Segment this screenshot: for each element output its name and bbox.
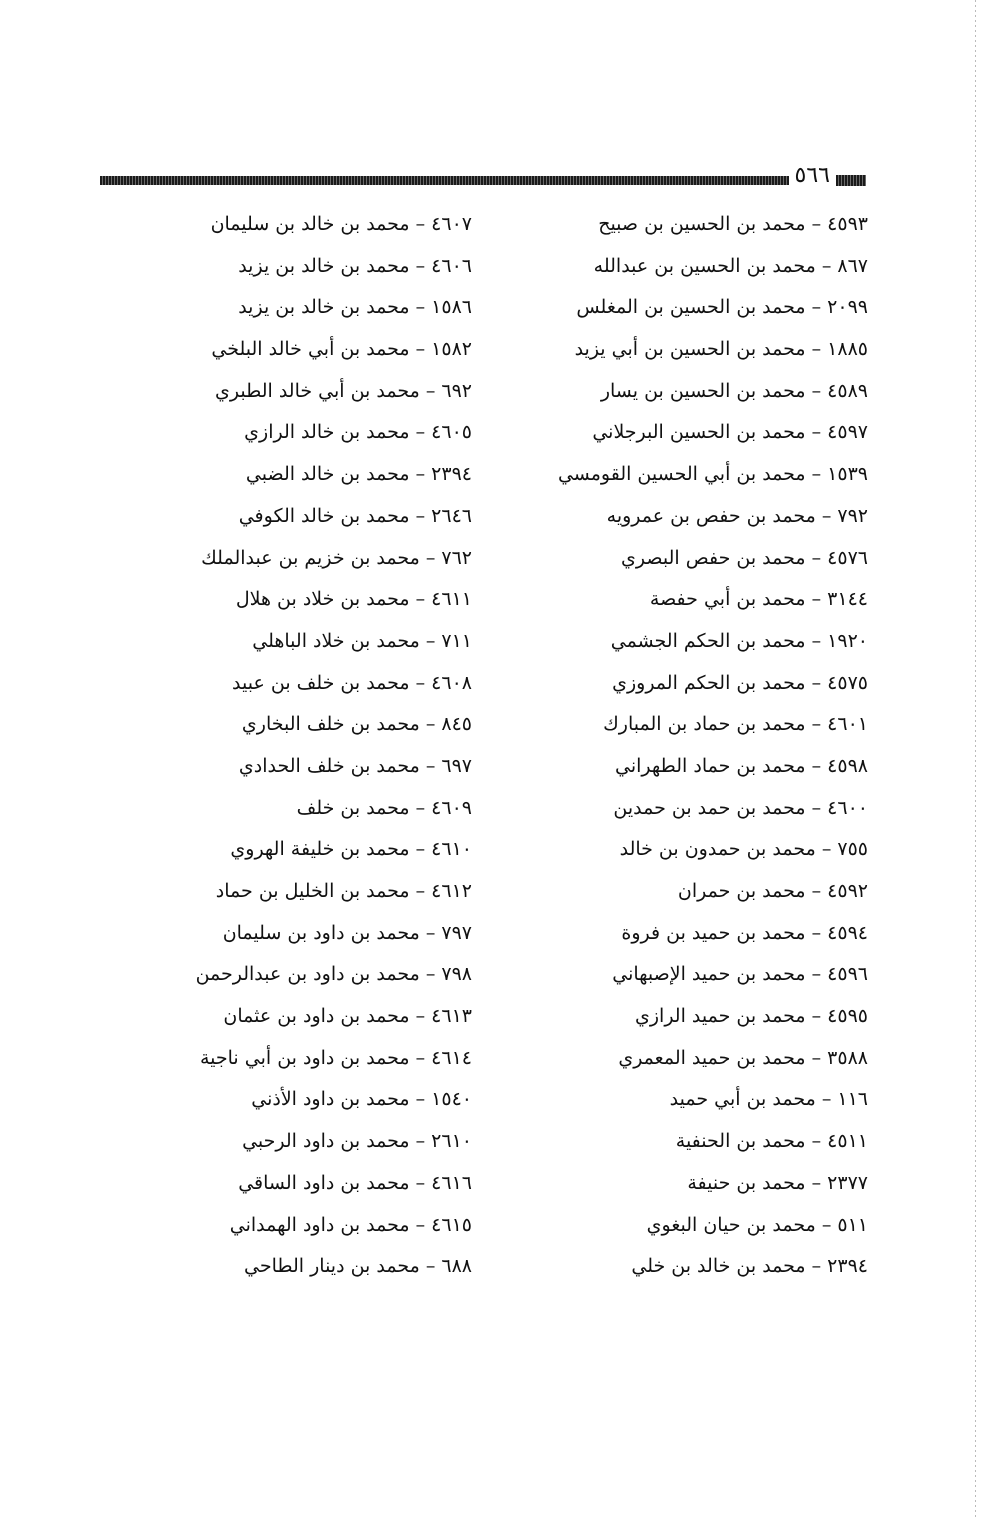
index-entry: ٤٦١٣ – محمد بن داود بن عثمان xyxy=(223,1005,472,1028)
index-entry: ١٥٣٩ – محمد بن أبي الحسين القومسي xyxy=(557,463,868,486)
index-column-right xyxy=(548,204,868,1288)
header-rule-cap xyxy=(836,175,866,186)
index-entry: ٧٦٢ – محمد بن خزيم بن عبدالملك xyxy=(201,546,472,569)
index-entry: ٣١٤٤ – محمد بن أبي حفصة xyxy=(649,588,868,611)
index-entry: ٤٥١١ – محمد بن الحنفية xyxy=(675,1130,868,1153)
index-entry: ٢٣٩٤ – محمد بن خالد الضبي xyxy=(245,463,472,486)
index-entry: ٤٦٠٥ – محمد بن خالد الرازي xyxy=(244,421,472,444)
index-entry: ٤٥٩٧ – محمد بن الحسين البرجلاني xyxy=(592,421,868,444)
index-entry: ١١٦ – محمد بن أبي حميد xyxy=(669,1088,868,1111)
index-entry: ٤٦١٤ – محمد بن داود بن أبي ناجية xyxy=(199,1046,472,1069)
index-entry: ٧١١ – محمد بن خلاد الباهلي xyxy=(252,629,472,652)
index-entry: ٤٦٠٧ – محمد بن خالد بن سليمان xyxy=(210,213,472,235)
index-entry: ٤٦٠٦ – محمد بن خالد بن يزيد xyxy=(238,254,472,277)
index-entry: ٤٦٠٨ – محمد بن خلف بن عبيد xyxy=(232,671,472,694)
index-column-left xyxy=(142,204,472,1288)
page-number: ٥٦٦ xyxy=(789,162,836,190)
index-entry: ٧٩٢ – محمد بن حفص بن عمرويه xyxy=(606,504,868,527)
index-entry: ٤٥٩٤ – محمد بن حميد بن فروة xyxy=(621,921,868,944)
index-entry: ٢٣٧٧ – محمد بن حنيفة xyxy=(687,1171,868,1194)
index-entry: ١٥٨٦ – محمد بن خالد بن يزيد xyxy=(238,296,472,319)
index-entry: ٤٥٩٣ – محمد بن الحسين بن صبيح xyxy=(598,213,868,235)
index-entry: ١٨٨٥ – محمد بن الحسين بن أبي يزيد xyxy=(574,338,868,361)
index-entry: ٣٥٨٨ – محمد بن حميد المعمري xyxy=(618,1046,868,1069)
index-entry: ١٥٤٠ – محمد بن داود الأذني xyxy=(251,1088,472,1111)
index-entry: ٦٩٧ – محمد بن خلف الحدادي xyxy=(238,754,472,777)
index-entry: ٤٦٠١ – محمد بن حماد بن المبارك xyxy=(603,713,868,736)
index-entry: ٦٨٨ – محمد بن دينار الطاحي xyxy=(244,1255,472,1278)
index-entry: ٤٥٧٥ – محمد بن الحكم المروزي xyxy=(612,671,868,694)
index-entry: ٤٦١٥ – محمد بن داود الهمداني xyxy=(229,1213,472,1236)
index-entry: ٨٤٥ – محمد بن خلف البخاري xyxy=(241,713,472,736)
index-entry: ٤٦٠٩ – محمد بن خلف xyxy=(296,796,472,819)
index-entry: ٢٦٤٦ – محمد بن خالد الكوفي xyxy=(238,504,472,527)
index-entry: ٤٥٩٨ – محمد بن حماد الطهراني xyxy=(615,754,868,777)
index-entry: ٢٠٩٩ – محمد بن الحسين بن المغلس xyxy=(576,296,868,319)
index-entry: ٤٥٩٢ – محمد بن حمران xyxy=(677,880,868,902)
index-entry: ٧٩٧ – محمد بن داود بن سليمان xyxy=(222,921,472,944)
index-entry: ٦٩٢ – محمد بن أبي خالد الطبري xyxy=(215,379,472,402)
index-entry: ٤٦٠٠ – محمد بن حمد بن حمدين xyxy=(613,796,868,819)
index-entry: ٢٣٩٤ – محمد بن خالد بن خلي xyxy=(631,1255,868,1278)
index-entry: ٧٥٥ – محمد بن حمدون بن خالد xyxy=(619,838,868,861)
index-entry: ٧٩٨ – محمد بن داود بن عبدالرحمن xyxy=(195,963,472,986)
page-header xyxy=(100,163,866,188)
index-entry: ٤٦١٢ – محمد بن الخليل بن حماد xyxy=(215,880,472,902)
index-entry: ٢٦١٠ – محمد بن داود الرحبي xyxy=(242,1130,472,1153)
index-entry: ٤٦١٠ – محمد بن خليفة الهروي xyxy=(230,838,472,861)
index-entry: ١٩٢٠ – محمد بن الحكم الجشمي xyxy=(610,629,868,652)
index-entry: ٤٥٧٦ – محمد بن حفص البصري xyxy=(621,546,868,569)
index-entry: ٤٥٨٩ – محمد بن الحسين بن يسار xyxy=(600,379,868,402)
header-rule xyxy=(100,176,866,185)
index-entry: ٤٦١٦ – محمد بن داود الساقي xyxy=(238,1171,472,1194)
index-entry: ٤٦١١ – محمد بن خلاد بن هلال xyxy=(235,588,472,611)
index-entry: ٥١١ – محمد بن حيان البغوي xyxy=(646,1213,868,1236)
scan-edge-dots xyxy=(975,0,976,1517)
index-entry: ٨٦٧ – محمد بن الحسين بن عبدالله xyxy=(593,254,868,277)
index-entry: ٤٥٩٥ – محمد بن حميد الرازي xyxy=(635,1005,868,1028)
index-entry: ١٥٨٢ – محمد بن أبي خالد البلخي xyxy=(211,338,472,361)
index-entry: ٤٥٩٦ – محمد بن حميد الإصبهاني xyxy=(612,963,868,986)
